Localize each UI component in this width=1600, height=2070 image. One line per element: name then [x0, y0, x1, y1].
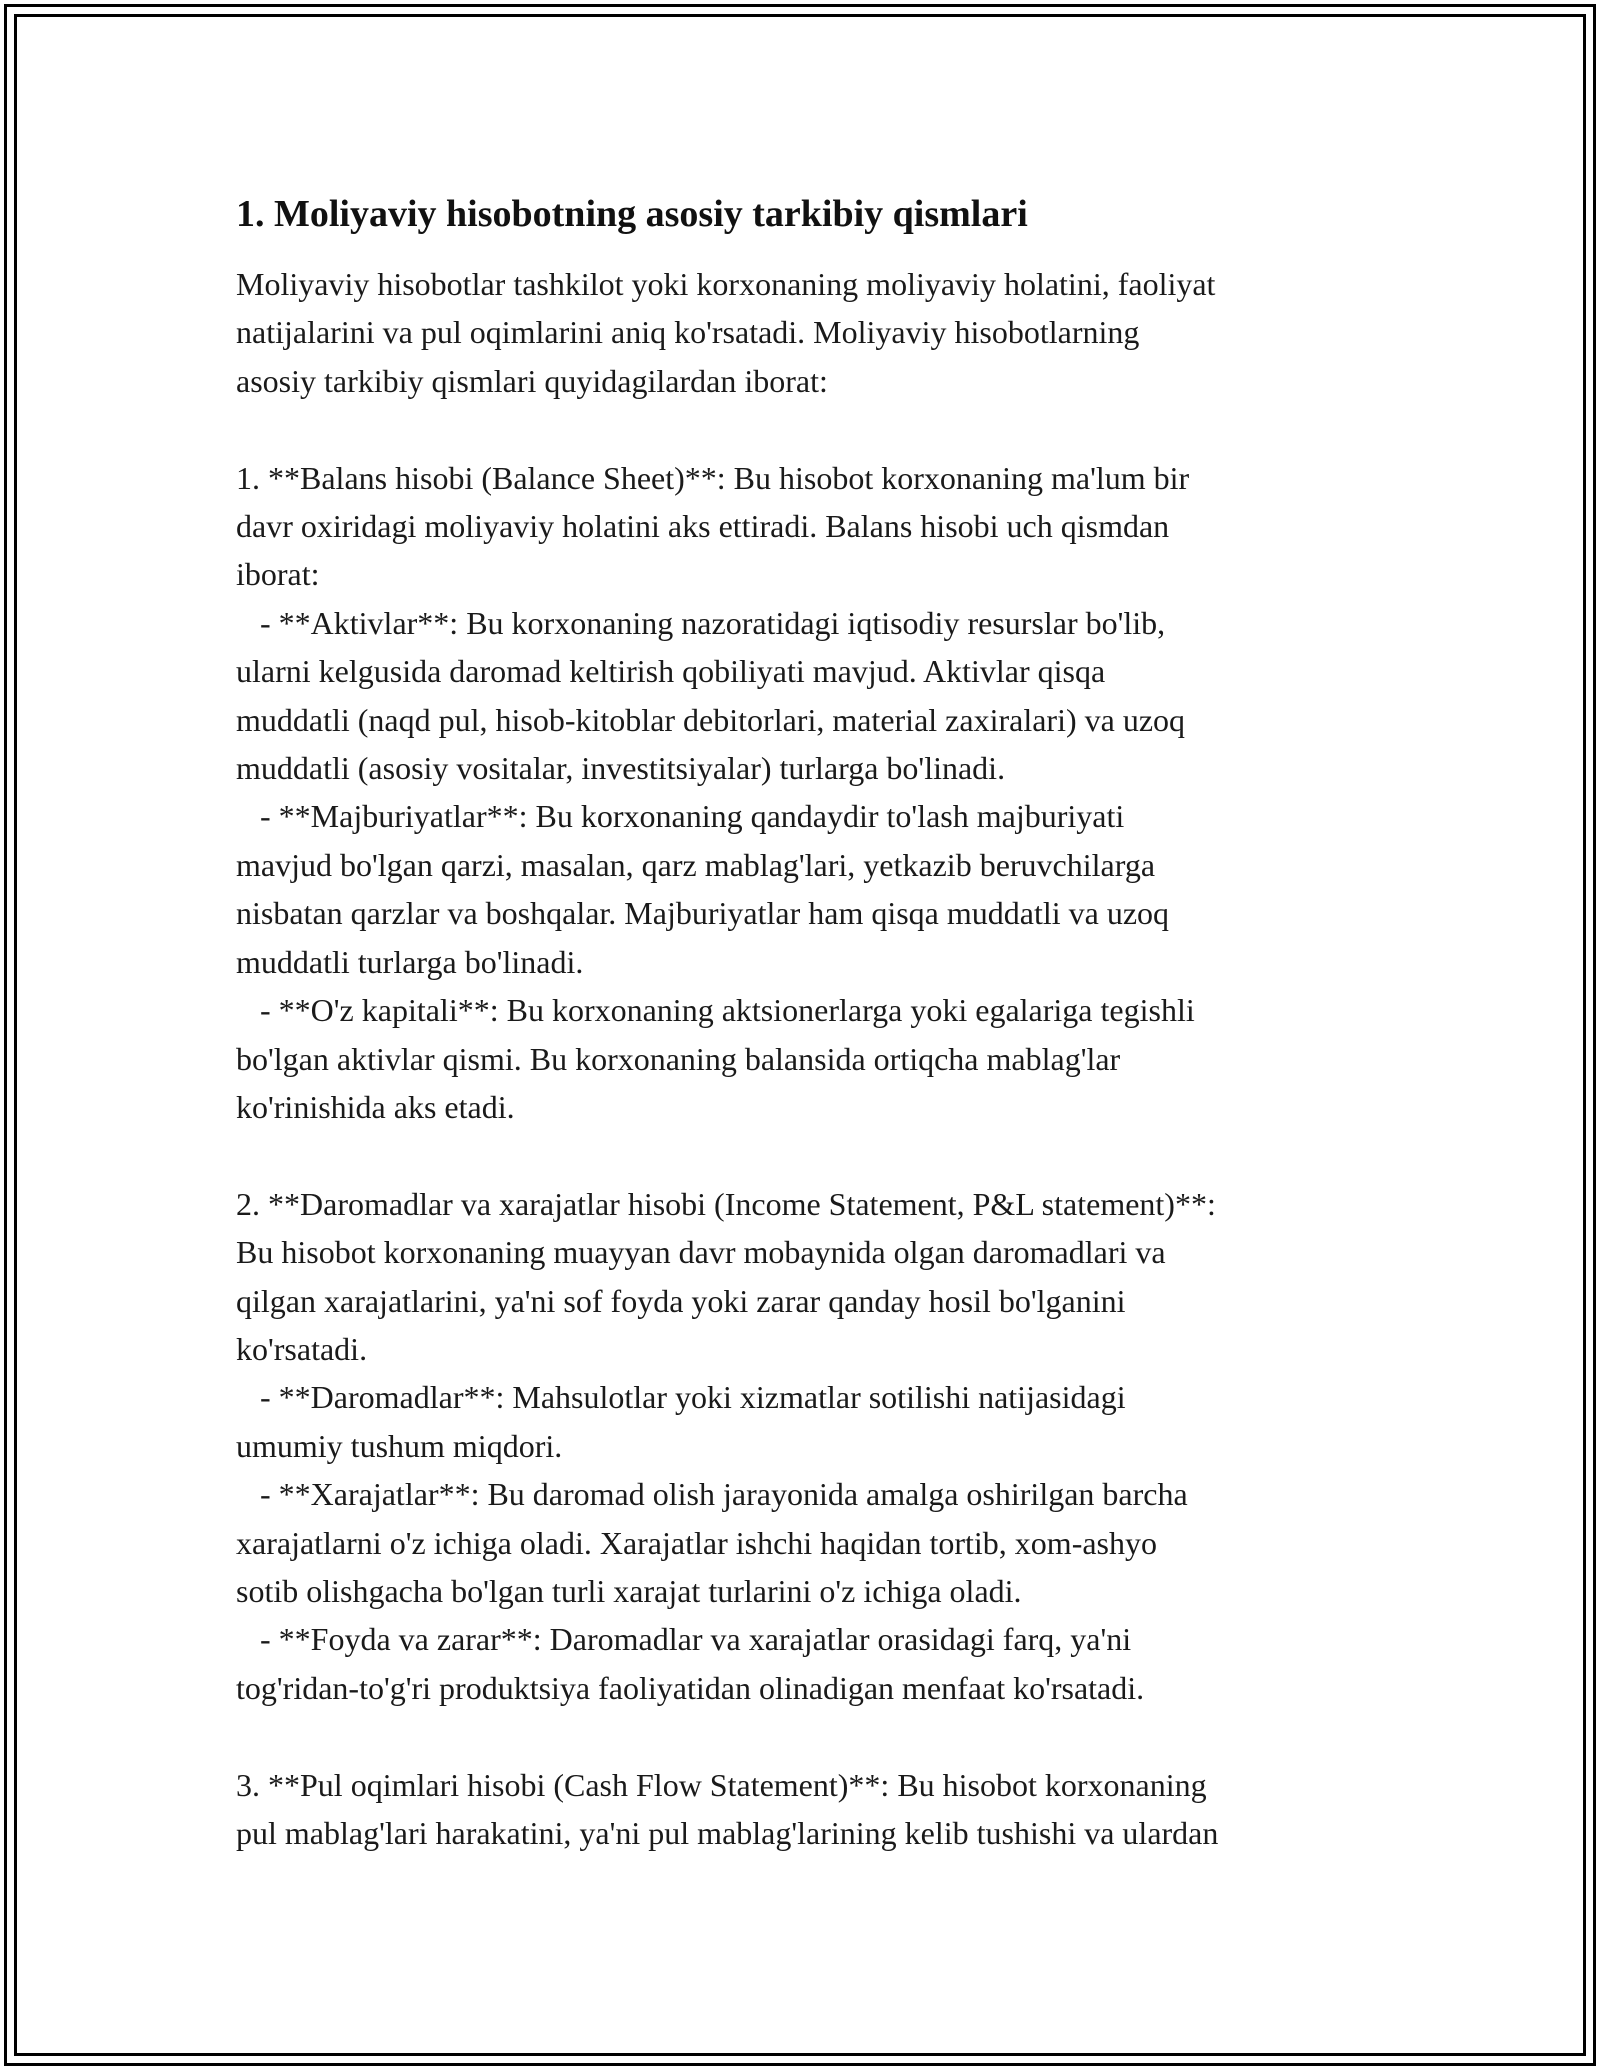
document-text: Moliyaviy hisobotlar tashkilot yoki korxonaning moliyaviy holatini, faoliyat natijalarini va pul oqimlarini aniq ko'rsatadi. Moliyaviy hisobotlarning asosiy tarkibiy qismlari quyidagilardan iborat: 1. **Balans hisobi (Balance Sheet)**: Bu hisobot korxonaning ma'lum bir davr oxiridagi moliyaviy holatini aks ettiradi. Balans hisobi uch qismdan iborat: - **Aktivlar**: Bu korxonaning nazoratidagi iqtisodiy resurslar bo'lib, ularni kelgusida daromad keltirish qobiliyati mavjud. Aktivlar qisqa muddatli (naqd pul, hisob-kitoblar debitorlari, material zaxiralari) va uzoq muddatli (asosiy vositalar, investitsiyalar) turlarga bo'linadi. - **Majburiyatlar**: Bu korxonaning qandaydir to'lash majburiyati mavjud bo'lgan qarzi, masalan, qarz mablag'lari, yetkazib beruvchilarga nisbatan qarzlar va boshqalar. Majburiyatlar ham qisqa muddatli va uzoq muddatli turlarga bo'linadi. - **O'z kapitali**: Bu korxonaning aktsionerlarga yoki egalariga tegishli bo'lgan aktivlar qismi. Bu korxonaning balansida ortiqcha mablag'lar ko'rinishida aks etadi. 2. **Daromadlar va xarajatlar hisobi (Income Statement, P&L statement)**: Bu hisobot korxonaning muayyan davr mobaynida olgan daromadlari va qilgan xarajatlarini, ya'ni sof foyda yoki zarar qanday hosil bo'lganini ko'rsatadi. - **Daromadlar**: Mahsulotlar yoki xizmatlar sotilishi natijasidagi umumiy tushum miqdori. - **Xarajatlar**: Bu daromad olish jarayonida amalga oshirilgan barcha xarajatlarni o'z ichiga oladi. Xarajatlar ishchi haqidan tortib, xom-ashyo sotib olishgacha bo'lgan turli xarajat turlarini o'z ichiga oladi. - **Foyda va zarar**: Daromadlar va xarajatlar orasidagi farq, ya'ni tog'ridan-to'g'ri produktsiya faoliyatidan olinadigan menfaat ko'rsatadi. 3. **Pul oqimlari hisobi (Cash Flow Statement)**: Bu hisobot korxonaning pul mablag'lari harakatini, ya'ni pul mablag'larining kelib tushishi va ulardan — [236, 266, 1219, 1851]
document-body — [236, 186, 1386, 1857]
document-title: 1. Moliyaviy hisobotning asosiy tarkibiy qismlari — [236, 193, 1028, 235]
